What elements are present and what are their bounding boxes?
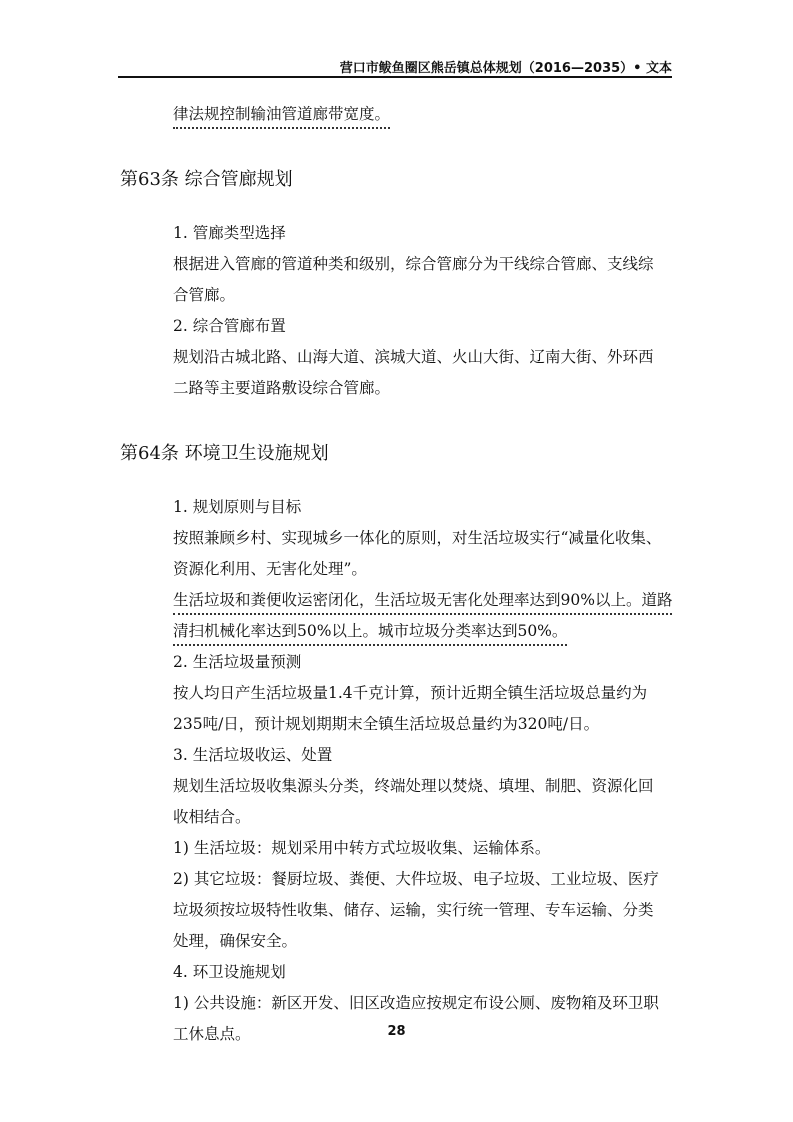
text-line	[118, 616, 672, 647]
highlighted-text: 生活垃圾和粪便收运密闭化，生活垃圾无害化处理率达到90%以上。道路	[173, 587, 672, 615]
text-line: 规划生活垃圾收集源头分类，终端处理以焚烧、填埋、制肥、资源化回	[173, 777, 654, 795]
text-line: 235吨/日，预计规划期期末全镇生活垃圾总量约为320吨/日。	[173, 715, 600, 733]
item-title: 2. 生活垃圾量预测	[173, 653, 302, 671]
text-line: 按人均日产生活垃圾量1.4千克计算，预计近期全镇生活垃圾总量约为	[173, 684, 648, 702]
text-line: 根据进入管廊的管道种类和级别，综合管廊分为干线综合管廊、支线综	[173, 255, 654, 273]
highlighted-text: 清扫机械化率达到50%以上。城市垃圾分类率达到50%。	[173, 618, 567, 646]
page-header-title: 营口市鲅鱼圈区熊岳镇总体规划（2016—2035）• 文本	[339, 61, 672, 76]
text-line: 2) 其它垃圾：餐厨垃圾、粪便、大件垃圾、电子垃圾、工业垃圾、医疗	[173, 870, 659, 888]
page-number: 28	[387, 1024, 406, 1039]
item-title: 1. 管廊类型选择	[173, 224, 286, 242]
header-rule	[118, 76, 672, 78]
text-line: 合管廊。	[173, 286, 236, 304]
text-line: 处理，确保安全。	[173, 932, 298, 950]
text-line: 1) 生活垃圾：规划采用中转方式垃圾收集、运输体系。	[173, 839, 551, 857]
text-line: 垃圾须按垃圾特性收集、储存、运输，实行统一管理、专车运输、分类	[173, 901, 654, 919]
text-line: 资源化利用、无害化处理”。	[173, 560, 367, 578]
text-line	[118, 99, 672, 130]
item-title: 1. 规划原则与目标	[173, 498, 302, 516]
text-line	[118, 585, 672, 616]
document-body	[118, 99, 672, 1050]
item-title: 3. 生活垃圾收运、处置	[173, 746, 333, 764]
section-heading-63: 第63条 综合管廊规划	[120, 169, 293, 190]
item-title: 2. 综合管廊布置	[173, 317, 286, 335]
text-line: 收相结合。	[173, 808, 251, 826]
text-line: 1) 公共设施：新区开发、旧区改造应按规定布设公厕、废物箱及环卫职	[173, 994, 659, 1012]
section-heading-64: 第64条 环境卫生设施规划	[120, 443, 329, 464]
text-line: 二路等主要道路敷设综合管廊。	[173, 379, 391, 397]
text-line: 按照兼顾乡村、实现城乡一体化的原则，对生活垃圾实行“减量化收集、	[173, 529, 662, 547]
text-line: 工休息点。	[173, 1025, 251, 1043]
text-line: 规划沿古城北路、山海大道、滨城大道、火山大街、辽南大街、外环西	[173, 348, 654, 366]
highlighted-text: 律法规控制输油管道廊带宽度。	[173, 101, 390, 129]
item-title: 4. 环卫设施规划	[173, 963, 286, 981]
